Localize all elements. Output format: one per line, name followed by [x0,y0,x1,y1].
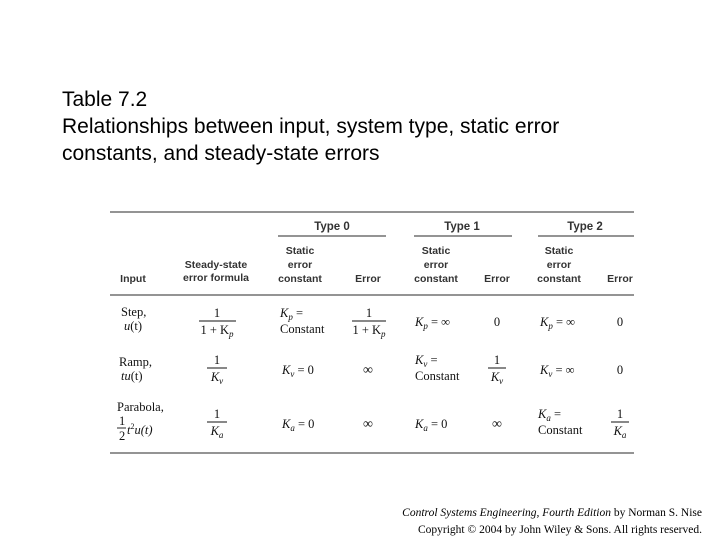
step-type0-constant: $K_p$ = [280,306,304,322]
parabola-input-function: $t^2u(t)$ [127,422,153,437]
step-type2-constant: $K_p$ = ∞ [540,315,576,331]
parabola-type1-constant: $K_a = 0$ [415,417,448,433]
header-type-0: Type 0 [314,221,350,233]
type1-constant-header-3: constant [414,273,458,285]
type0-constant-header-3: constant [278,273,322,285]
step-type0-error-denominator: $1 + K_p$ [352,323,386,339]
table-caption-line-2: constants, and steady-state errors [62,142,380,165]
parabola-type2-constant-value: Constant [538,423,583,437]
ramp-type1-error-numerator: 1 [493,353,501,367]
parabola-type2-constant: $K_a$ = [538,407,562,423]
ramp-type0-error: ∞ [363,363,373,378]
ramp-formula-denominator: $K_v$ [210,370,224,386]
book-author: by Norman S. Nise [610,507,702,519]
parabola-input-half-denominator: 2 [119,429,126,443]
copyright-credit [402,505,702,539]
ramp-type2-constant: $K_v$ = ∞ [540,363,575,379]
ramp-input-label: Ramp, [119,355,152,369]
step-type0-error-numerator: 1 [365,306,373,320]
parabola-formula-denominator: $K_a$ [210,424,224,440]
header-formula-line-1: Steady-state [184,259,248,271]
step-formula-denominator: $1 + K_p$ [200,323,234,339]
table-row-ramp [119,353,623,386]
type2-constant-header-3: constant [537,273,581,285]
table-row-parabola [117,400,629,443]
ramp-formula-numerator: 1 [213,353,221,367]
type0-error-header: Error [355,273,381,285]
ramp-type1-constant: $K_v$ = [415,353,438,369]
step-input-function: u(t) [124,319,143,333]
type2-constant-header-1: Static [544,245,574,257]
table-row-step [121,305,623,339]
header-input: Input [120,273,146,285]
table-number: Table 7.2 [62,88,148,111]
header-type-2: Type 2 [567,221,603,233]
type0-constant-header-2: error [287,259,313,271]
step-formula-numerator: 1 [213,306,221,320]
credit-copyright-line: Copyright © 2004 by John Wiley & Sons. All rights reserved. [417,524,702,536]
step-type1-error: 0 [493,315,501,329]
book-title: Control Systems Engineering, Fourth Edition [402,507,611,519]
type0-constant-header-1: Static [285,245,315,257]
type2-constant-header-2: error [546,259,572,271]
type2-error-header: Error [607,273,633,285]
ramp-type1-error-denominator: $K_v$ [490,370,504,386]
step-type1-constant: $K_p$ = ∞ [415,315,451,331]
ramp-input-function: tu(t) [121,369,143,383]
step-type2-error: 0 [616,315,624,329]
parabola-formula-numerator: 1 [213,407,221,421]
parabola-type0-constant: $K_a = 0$ [282,417,315,433]
type1-constant-header-2: error [423,259,449,271]
parabola-type2-error-denominator: $K_a$ [613,424,627,440]
header-formula-line-2: error formula [183,272,249,284]
step-type0-constant-value: Constant [280,322,325,336]
parabola-type1-error: ∞ [492,417,502,432]
parabola-input-label: Parabola, [117,400,164,414]
table-caption-line-1: Relationships between input, system type, static error [62,115,560,138]
parabola-type2-error-numerator: 1 [616,407,624,421]
parabola-type0-error: ∞ [363,417,373,432]
ramp-type1-constant-value: Constant [415,369,460,383]
step-input-label: Step, [121,305,147,319]
header-type-1: Type 1 [444,221,480,233]
credit-book-line [402,505,702,522]
ramp-type2-error: 0 [616,363,624,377]
parabola-input-half-numerator: 1 [119,414,126,428]
type1-constant-header-1: Static [421,245,451,257]
type1-error-header: Error [484,273,510,285]
ramp-type0-constant: $K_v = 0$ [282,363,314,379]
